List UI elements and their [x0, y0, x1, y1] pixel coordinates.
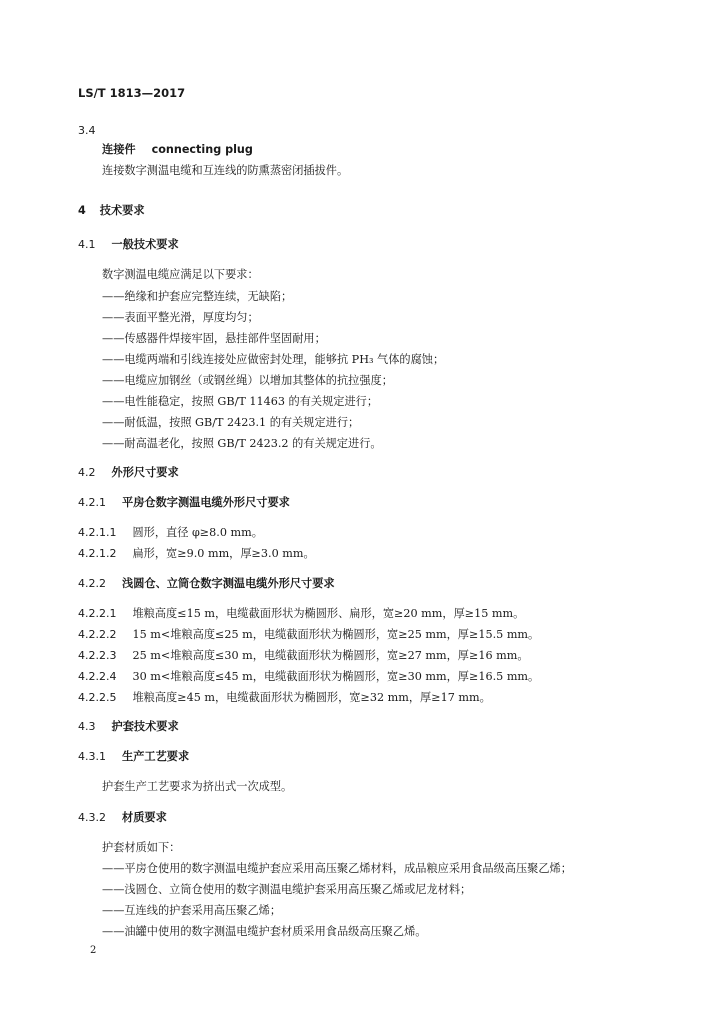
section-title: 外形尺寸要求: [111, 466, 179, 479]
list-item: ——表面平整光滑，厚度均匀；: [102, 311, 259, 324]
clause-text: 扁形，宽≥9.0 mm，厚≥3.0 mm。: [132, 547, 315, 560]
section-title: 平房仓数字测温电缆外形尺寸要求: [122, 496, 290, 509]
clause-number: 4.2.2.5: [78, 691, 117, 704]
section-4-heading: [78, 204, 145, 218]
clause-text: 15 m<堆粮高度≤25 m，电缆截面形状为椭圆形，宽≥25 mm，厚≥15.5 mm。: [132, 628, 540, 641]
clause: [78, 607, 524, 621]
clause-number: 4.2.1.2: [78, 547, 117, 560]
section-title: 生产工艺要求: [122, 750, 190, 763]
list-item: ——传感器件焊接牢固，悬挂部件坚固耐用；: [102, 332, 326, 345]
clause-number: 4.2.1.1: [78, 526, 117, 539]
list-item: ——电性能稳定，按照 GB/T 11463 的有关规定进行；: [102, 395, 379, 408]
section-number: 4: [78, 204, 86, 217]
section-number: 4.2: [78, 466, 96, 479]
clause: [78, 526, 263, 540]
section-4-2-2-heading: [78, 577, 335, 591]
section-4-1-intro: 数字测温电缆应满足以下要求：: [102, 268, 259, 281]
section-3-4-number: 3.4: [78, 124, 96, 137]
list-item: ——浅圆仓、立筒仓使用的数字测温电缆护套采用高压聚乙烯或尼龙材料；: [102, 883, 472, 896]
section-number: 4.1: [78, 238, 96, 251]
clause: [78, 649, 529, 663]
section-4-2-heading: [78, 466, 179, 480]
section-title: 一般技术要求: [111, 238, 179, 251]
section-4-1-heading: [78, 238, 179, 252]
term-cn: 连接件: [102, 143, 136, 156]
section-number: 4.3.1: [78, 750, 106, 763]
page-number: 2: [90, 945, 97, 956]
term-heading: [102, 143, 253, 157]
section-title: 浅圆仓、立筒仓数字测温电缆外形尺寸要求: [122, 577, 335, 590]
clause: [78, 547, 315, 561]
section-4-3-2-intro: 护套材质如下：: [102, 841, 181, 854]
clause-number: 4.2.2.2: [78, 628, 117, 641]
list-item: ——耐高温老化，按照 GB/T 2423.2 的有关规定进行。: [102, 437, 382, 450]
clause-text: 圆形，直径 φ≥8.0 mm。: [132, 526, 263, 539]
section-number: 4.2.1: [78, 496, 106, 509]
section-title: 技术要求: [99, 204, 145, 217]
standard-code: LS/T 1813—2017: [78, 86, 186, 100]
list-item: ——平房仓使用的数字测温电缆护套应采用高压聚乙烯材料，成品粮应采用食品级高压聚乙烯；: [102, 862, 572, 875]
clause-text: 30 m<堆粮高度≤45 m，电缆截面形状为椭圆形，宽≥30 mm，厚≥16.5 mm。: [132, 670, 540, 683]
clause-number: 4.2.2.4: [78, 670, 117, 683]
list-item: ——电缆两端和引线连接处应做密封处理，能够抗 PH₃ 气体的腐蚀；: [102, 353, 445, 366]
clause: [78, 691, 491, 705]
section-title: 材质要求: [122, 811, 167, 824]
clause-text: 堆粮高度≤15 m，电缆截面形状为椭圆形、扁形，宽≥20 mm，厚≥15 mm。: [132, 607, 525, 620]
clause-text: 堆粮高度≥45 m，电缆截面形状为椭圆形，宽≥32 mm，厚≥17 mm。: [132, 691, 491, 704]
section-number: 4.3.2: [78, 811, 106, 824]
clause-number: 4.2.2.1: [78, 607, 117, 620]
list-item: ——电缆应加钢丝（或钢丝绳）以增加其整体的抗拉强度；: [102, 374, 393, 387]
list-item: ——耐低温，按照 GB/T 2423.1 的有关规定进行；: [102, 416, 360, 429]
term-definition: 连接数字测温电缆和互连线的防熏蒸密闭插拔件。: [102, 164, 349, 177]
section-4-2-1-heading: [78, 496, 290, 510]
section-title: 护套技术要求: [111, 720, 179, 733]
section-number: 4.2.2: [78, 577, 106, 590]
section-4-3-2-heading: [78, 811, 167, 825]
list-item: ——绝缘和护套应完整连续，无缺陷；: [102, 290, 293, 303]
list-item: ——油罐中使用的数字测温电缆护套材质采用食品级高压聚乙烯。: [102, 925, 427, 938]
section-4-3-heading: [78, 720, 179, 734]
list-item: ——互连线的护套采用高压聚乙烯；: [102, 904, 282, 917]
section-4-3-1-heading: [78, 750, 189, 764]
section-4-3-1-text: 护套生产工艺要求为挤出式一次成型。: [102, 780, 293, 793]
section-number: 4.3: [78, 720, 96, 733]
term-en: connecting plug: [151, 143, 253, 156]
clause: [78, 628, 539, 642]
clause-number: 4.2.2.3: [78, 649, 117, 662]
clause: [78, 670, 539, 684]
clause-text: 25 m<堆粮高度≤30 m，电缆截面形状为椭圆形，宽≥27 mm，厚≥16 mm。: [132, 649, 529, 662]
